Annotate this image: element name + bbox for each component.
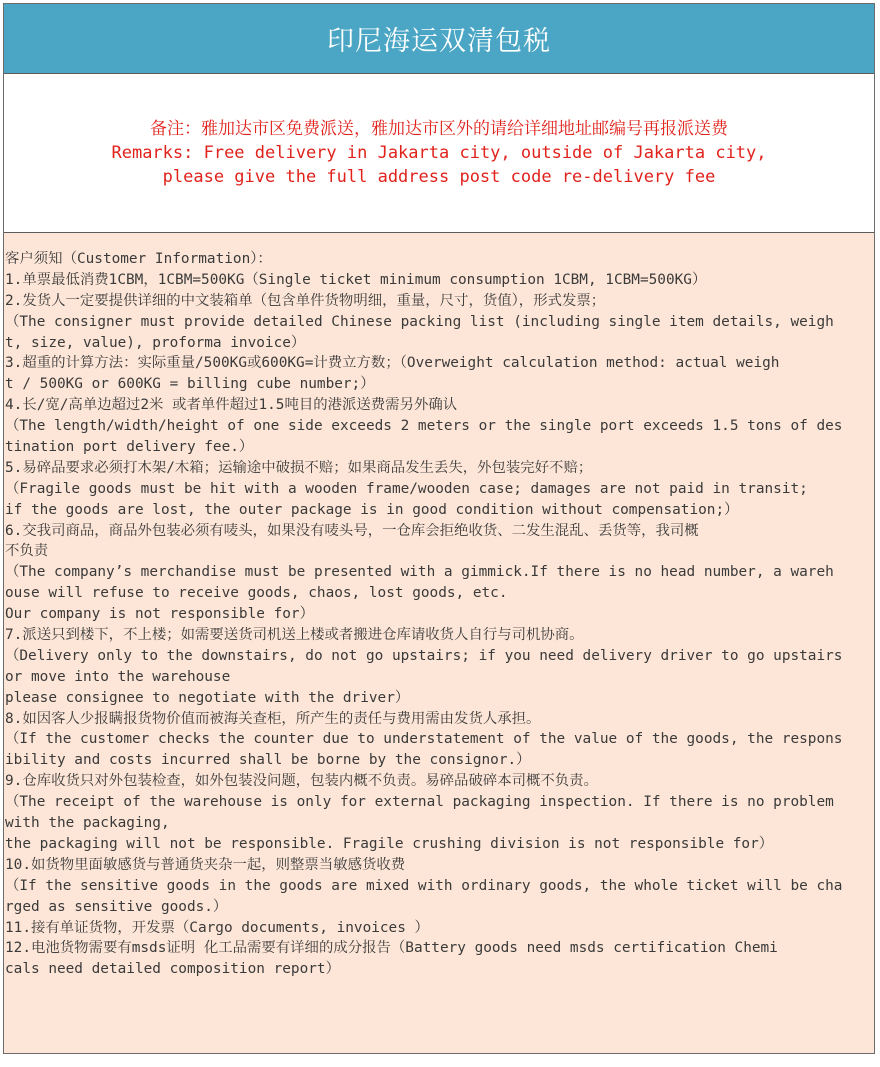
info-line: （If the customer checks the counter due to understatement of the value of the goods, the respons [5,731,843,748]
info-line: please consignee to negotiate with the driver） [5,689,410,706]
customer-info-box [4,233,874,1053]
info-line: 4.长/宽/高单边超过2米 或者单件超过1.5吨目的港派送费需另外确认 [5,397,458,414]
info-line: 7.派送只到楼下，不上楼；如需要送货司机送上楼或者搬进仓库请收货人自行与司机协商。 [5,627,584,644]
info-line: （The receipt of the warehouse is only for external packaging inspection. If there is no problem [5,794,834,811]
page-title: 印尼海运双清包税 [327,26,551,57]
info-line: ibility and costs incurred shall be borne by the consignor.） [5,752,531,769]
info-line: 8.如因客人少报瞒报货物价值而被海关查柜，所产生的责任与费用需由发货人承担。 [5,710,541,727]
info-line: （The length/width/height of one side exceeds 2 meters or the single port exceeds 1.5 tons of des [5,418,843,435]
info-line: Our company is not responsible for） [5,606,314,623]
remarks-line-cn: 备注：雅加达市区免费派送，雅加达市区外的请给详细地址邮编号再报派送费 [150,119,728,139]
info-line: 1.单票最低消费1CBM，1CBM=500KG（Single ticket minimum consumption 1CBM, 1CBM=500KG） [5,271,707,288]
info-line: t, size, value), proforma invoice） [5,334,306,351]
info-line: 12.电池货物需要有msds证明 化工品需要有详细的成分报告（Battery goods need msds certification Chemi [5,940,778,957]
info-line: 2.发货人一定要提供详细的中文装箱单（包含单件货物明细，重量，尺寸，货值），形式发票； [5,292,606,309]
info-line: cals need detailed composition report） [5,961,340,978]
page-frame [3,3,875,1054]
info-line: with the packaging, [5,815,170,832]
remarks-box [4,74,874,233]
info-line: or move into the warehouse [5,668,231,685]
info-line: 11.接有单证货物，开发票（Cargo documents, invoices ） [5,919,429,936]
info-line: 3.超重的计算方法：实际重量/500KG或600KG=计费立方数；（Overweight calculation method: actual weigh [5,355,780,372]
remarks-line-en-1: Remarks: Free delivery in Jakarta city, outside of Jakarta city, [111,143,767,163]
info-line: the packaging will not be responsible. Fragile crushing division is not responsible for） [5,835,774,852]
info-line: ouse will refuse to receive goods, chaos, lost goods, etc. [5,585,508,602]
info-line: 客户须知（Customer Information）： [5,251,272,267]
info-line: tination port delivery fee.） [5,439,254,456]
info-line: （The company’s merchandise must be presented with a gimmick.If there is no head number, a wareh [5,564,834,581]
page-title-bar [4,4,874,74]
info-line: （Delivery only to the downstairs, do not go upstairs; if you need delivery driver to go upstairs [5,647,843,664]
info-line: （The consigner must provide detailed Chinese packing list (including single item details, weigh [5,313,834,330]
info-line: 9.仓库收货只对外包装检查，如外包装没问题，包装内概不负责。易碎品破碎本司概不负责。 [5,773,598,790]
info-line: （If the sensitive goods in the goods are mixed with ordinary goods, the whole ticket will be cha [5,877,843,894]
info-line: 不负责 [5,543,49,560]
info-line: 6.交我司商品，商品外包装必须有唛头，如果没有唛头号，一仓库会拒绝收货、二发生混乱、丢货等，我司概 [5,522,699,539]
info-line: rged as sensitive goods.） [5,898,228,915]
remarks-line-en-2: please give the full address post code re-delivery fee [162,167,716,187]
info-line: 5.易碎品要求必须打木架/木箱；运输途中破损不赔；如果商品发生丢失，外包装完好不赔； [5,459,593,476]
info-line: 10.如货物里面敏感货与普通货夹杂一起，则整票当敏感货收费 [5,856,406,873]
info-line: if the goods are lost, the outer package is in good condition without compensation;） [5,501,739,518]
info-line: t / 500KG or 600KG = billing cube number;） [5,376,375,393]
info-line: （Fragile goods must be hit with a wooden frame/wooden case; damages are not paid in transit; [5,480,808,497]
